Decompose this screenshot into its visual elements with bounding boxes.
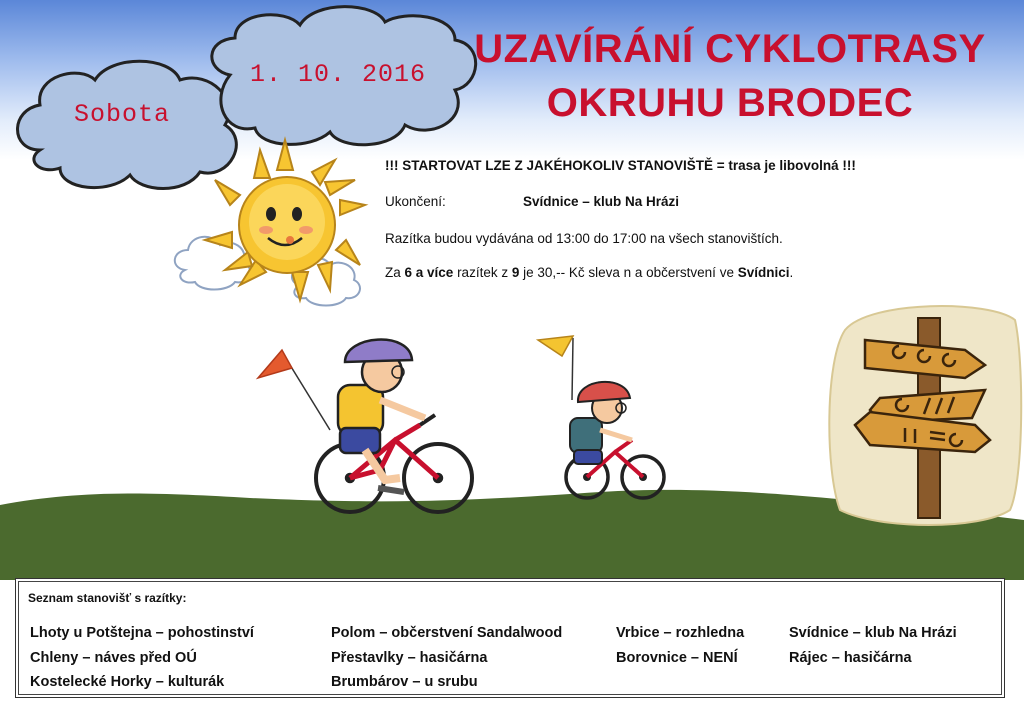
station-item: Rájec – hasičárna xyxy=(789,649,912,666)
station-item: Lhoty u Potštejna – pohostinství xyxy=(30,625,254,641)
station-item: Kostelecké Horky – kulturák xyxy=(30,674,225,690)
discount-total: 9 xyxy=(511,265,520,280)
discount-end: . xyxy=(789,265,794,280)
discount-info xyxy=(385,265,793,280)
signpost-illustration xyxy=(829,306,1021,525)
station-item: Chleny – náves před OÚ xyxy=(30,649,197,666)
stations-column-2 xyxy=(331,621,562,695)
stations-title: Seznam stanovišť s razítky: xyxy=(28,591,187,605)
stamps-info: Razítka budou vydávána od 13:00 do 17:00 na všech stanovištích. xyxy=(385,231,783,246)
station-item: Borovnice – NENÍ xyxy=(616,649,738,666)
stations-list-box xyxy=(15,578,1005,698)
day-label: Sobota xyxy=(74,100,171,129)
date-label: 1. 10. 2016 xyxy=(250,60,427,89)
station-item: Svídnice – klub Na Hrázi xyxy=(789,625,957,641)
title-line-1: UZAVÍRÁNÍ CYKLOTRASY xyxy=(474,27,986,71)
discount-prefix: Za xyxy=(385,265,405,280)
page-title xyxy=(440,22,1020,130)
discount-count: 6 a více xyxy=(404,265,454,280)
end-label: Ukončení: xyxy=(385,194,446,209)
station-item: Přestavlky – hasičárna xyxy=(331,649,488,666)
station-item: Brumbárov – u srubu xyxy=(331,674,478,690)
stations-column-3 xyxy=(616,621,744,670)
station-item: Vrbice – rozhledna xyxy=(616,625,745,641)
discount-mid-2: je 30,-- Kč sleva n a občerstvení ve xyxy=(519,265,738,280)
station-item: Polom – občerstvení Sandalwood xyxy=(331,625,563,641)
end-info xyxy=(385,194,680,209)
stations-column-4 xyxy=(789,621,957,670)
cyclist-large xyxy=(258,340,472,512)
start-notice: !!! STARTOVAT LZE Z JAKÉHOKOLIV STANOVIŠTĚ = trasa je libovolná !!! xyxy=(385,158,856,173)
cyclist-small xyxy=(538,336,664,498)
stations-column-1 xyxy=(30,621,254,695)
discount-place: Svídnici xyxy=(737,265,790,280)
title-line-2: OKRUHU BRODEC xyxy=(546,81,914,125)
discount-mid-1: razítek z xyxy=(453,265,512,280)
end-value: Svídnice – klub Na Hrázi xyxy=(523,194,680,209)
